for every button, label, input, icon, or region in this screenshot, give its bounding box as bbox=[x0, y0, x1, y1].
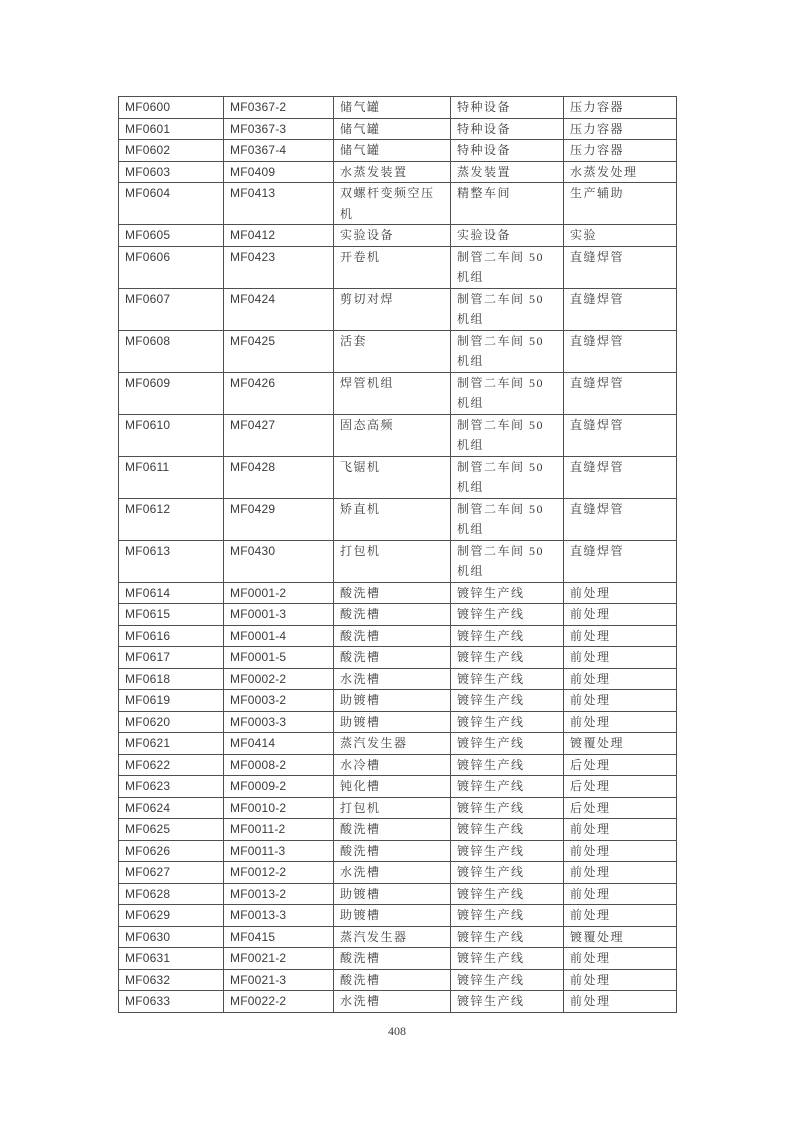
equipment-code-cell: MF0627 bbox=[119, 862, 224, 884]
category-cell: 生产辅助 bbox=[564, 183, 677, 225]
workshop-cell: 镀锌生产线 bbox=[451, 840, 564, 862]
equipment-code-cell: MF0606 bbox=[119, 246, 224, 288]
asset-code-cell: MF0412 bbox=[224, 225, 334, 247]
category-cell: 直缝焊管 bbox=[564, 246, 677, 288]
category-cell: 压力容器 bbox=[564, 97, 677, 119]
table-row bbox=[119, 498, 677, 540]
equipment-code-cell: MF0616 bbox=[119, 625, 224, 647]
asset-code-cell: MF0003-2 bbox=[224, 690, 334, 712]
equipment-name-cell: 助镀槽 bbox=[334, 711, 451, 733]
table-row bbox=[119, 372, 677, 414]
table-row bbox=[119, 926, 677, 948]
equipment-code-cell: MF0617 bbox=[119, 647, 224, 669]
workshop-cell: 镀锌生产线 bbox=[451, 604, 564, 626]
equipment-name-cell: 酸洗槽 bbox=[334, 969, 451, 991]
equipment-code-cell: MF0629 bbox=[119, 905, 224, 927]
equipment-code-cell: MF0631 bbox=[119, 948, 224, 970]
asset-code-cell: MF0428 bbox=[224, 456, 334, 498]
table-row bbox=[119, 414, 677, 456]
table-row bbox=[119, 161, 677, 183]
table-row bbox=[119, 690, 677, 712]
equipment-name-cell: 打包机 bbox=[334, 797, 451, 819]
asset-code-cell: MF0367-4 bbox=[224, 140, 334, 162]
equipment-name-cell: 酸洗槽 bbox=[334, 625, 451, 647]
equipment-code-cell: MF0633 bbox=[119, 991, 224, 1013]
category-cell: 前处理 bbox=[564, 647, 677, 669]
equipment-code-cell: MF0604 bbox=[119, 183, 224, 225]
workshop-cell: 镀锌生产线 bbox=[451, 797, 564, 819]
workshop-cell: 制管二车间 50 机组 bbox=[451, 540, 564, 582]
equipment-name-cell: 矫直机 bbox=[334, 498, 451, 540]
table-row bbox=[119, 140, 677, 162]
category-cell: 前处理 bbox=[564, 948, 677, 970]
category-cell: 前处理 bbox=[564, 905, 677, 927]
category-cell: 前处理 bbox=[564, 969, 677, 991]
equipment-code-cell: MF0608 bbox=[119, 330, 224, 372]
asset-code-cell: MF0409 bbox=[224, 161, 334, 183]
table-row bbox=[119, 118, 677, 140]
workshop-cell: 镀锌生产线 bbox=[451, 582, 564, 604]
table-row bbox=[119, 668, 677, 690]
workshop-cell: 镀锌生产线 bbox=[451, 668, 564, 690]
equipment-name-cell: 储气罐 bbox=[334, 118, 451, 140]
equipment-code-cell: MF0624 bbox=[119, 797, 224, 819]
equipment-name-cell: 开卷机 bbox=[334, 246, 451, 288]
workshop-cell: 镀锌生产线 bbox=[451, 647, 564, 669]
asset-code-cell: MF0413 bbox=[224, 183, 334, 225]
asset-code-cell: MF0367-3 bbox=[224, 118, 334, 140]
asset-code-cell: MF0013-3 bbox=[224, 905, 334, 927]
asset-code-cell: MF0415 bbox=[224, 926, 334, 948]
category-cell: 直缝焊管 bbox=[564, 456, 677, 498]
asset-code-cell: MF0427 bbox=[224, 414, 334, 456]
equipment-code-cell: MF0610 bbox=[119, 414, 224, 456]
equipment-name-cell: 助镀槽 bbox=[334, 690, 451, 712]
equipment-code-cell: MF0630 bbox=[119, 926, 224, 948]
equipment-code-cell: MF0609 bbox=[119, 372, 224, 414]
equipment-table bbox=[118, 96, 677, 1013]
table-row bbox=[119, 183, 677, 225]
workshop-cell: 制管二车间 50 机组 bbox=[451, 330, 564, 372]
workshop-cell: 制管二车间 50 机组 bbox=[451, 498, 564, 540]
asset-code-cell: MF0022-2 bbox=[224, 991, 334, 1013]
equipment-code-cell: MF0618 bbox=[119, 668, 224, 690]
workshop-cell: 镀锌生产线 bbox=[451, 754, 564, 776]
table-row bbox=[119, 862, 677, 884]
equipment-code-cell: MF0612 bbox=[119, 498, 224, 540]
equipment-code-cell: MF0603 bbox=[119, 161, 224, 183]
asset-code-cell: MF0425 bbox=[224, 330, 334, 372]
category-cell: 前处理 bbox=[564, 625, 677, 647]
equipment-name-cell: 实验设备 bbox=[334, 225, 451, 247]
category-cell: 前处理 bbox=[564, 690, 677, 712]
table-row bbox=[119, 456, 677, 498]
category-cell: 镀覆处理 bbox=[564, 926, 677, 948]
asset-code-cell: MF0011-2 bbox=[224, 819, 334, 841]
category-cell: 直缝焊管 bbox=[564, 288, 677, 330]
workshop-cell: 镀锌生产线 bbox=[451, 905, 564, 927]
page-number: 408 bbox=[388, 1024, 406, 1038]
equipment-name-cell: 助镀槽 bbox=[334, 883, 451, 905]
table-row bbox=[119, 711, 677, 733]
table-row bbox=[119, 330, 677, 372]
table-row bbox=[119, 883, 677, 905]
table-row bbox=[119, 948, 677, 970]
category-cell: 前处理 bbox=[564, 604, 677, 626]
category-cell: 镀覆处理 bbox=[564, 733, 677, 755]
asset-code-cell: MF0367-2 bbox=[224, 97, 334, 119]
workshop-cell: 精整车间 bbox=[451, 183, 564, 225]
table-row bbox=[119, 754, 677, 776]
category-cell: 后处理 bbox=[564, 776, 677, 798]
equipment-code-cell: MF0622 bbox=[119, 754, 224, 776]
equipment-name-cell: 酸洗槽 bbox=[334, 819, 451, 841]
category-cell: 直缝焊管 bbox=[564, 540, 677, 582]
category-cell: 压力容器 bbox=[564, 118, 677, 140]
equipment-code-cell: MF0626 bbox=[119, 840, 224, 862]
table-row bbox=[119, 776, 677, 798]
asset-code-cell: MF0013-2 bbox=[224, 883, 334, 905]
equipment-code-cell: MF0614 bbox=[119, 582, 224, 604]
workshop-cell: 制管二车间 50 机组 bbox=[451, 246, 564, 288]
category-cell: 前处理 bbox=[564, 840, 677, 862]
asset-code-cell: MF0001-5 bbox=[224, 647, 334, 669]
table-row bbox=[119, 246, 677, 288]
table-row bbox=[119, 582, 677, 604]
asset-code-cell: MF0021-3 bbox=[224, 969, 334, 991]
workshop-cell: 制管二车间 50 机组 bbox=[451, 372, 564, 414]
equipment-name-cell: 蒸汽发生器 bbox=[334, 926, 451, 948]
asset-code-cell: MF0010-2 bbox=[224, 797, 334, 819]
equipment-name-cell: 打包机 bbox=[334, 540, 451, 582]
equipment-name-cell: 活套 bbox=[334, 330, 451, 372]
asset-code-cell: MF0426 bbox=[224, 372, 334, 414]
workshop-cell: 镀锌生产线 bbox=[451, 711, 564, 733]
equipment-code-cell: MF0605 bbox=[119, 225, 224, 247]
table-row bbox=[119, 540, 677, 582]
asset-code-cell: MF0011-3 bbox=[224, 840, 334, 862]
equipment-name-cell: 储气罐 bbox=[334, 140, 451, 162]
equipment-code-cell: MF0600 bbox=[119, 97, 224, 119]
workshop-cell: 镀锌生产线 bbox=[451, 733, 564, 755]
equipment-name-cell: 水蒸发装置 bbox=[334, 161, 451, 183]
equipment-name-cell: 水冷槽 bbox=[334, 754, 451, 776]
category-cell: 后处理 bbox=[564, 797, 677, 819]
table-row bbox=[119, 733, 677, 755]
asset-code-cell: MF0424 bbox=[224, 288, 334, 330]
equipment-name-cell: 酸洗槽 bbox=[334, 647, 451, 669]
category-cell: 前处理 bbox=[564, 819, 677, 841]
equipment-code-cell: MF0621 bbox=[119, 733, 224, 755]
equipment-code-cell: MF0620 bbox=[119, 711, 224, 733]
workshop-cell: 制管二车间 50 机组 bbox=[451, 288, 564, 330]
workshop-cell: 镀锌生产线 bbox=[451, 969, 564, 991]
equipment-code-cell: MF0611 bbox=[119, 456, 224, 498]
table-row bbox=[119, 905, 677, 927]
equipment-code-cell: MF0601 bbox=[119, 118, 224, 140]
workshop-cell: 实验设备 bbox=[451, 225, 564, 247]
category-cell: 前处理 bbox=[564, 991, 677, 1013]
equipment-code-cell: MF0615 bbox=[119, 604, 224, 626]
asset-code-cell: MF0008-2 bbox=[224, 754, 334, 776]
category-cell: 前处理 bbox=[564, 582, 677, 604]
asset-code-cell: MF0430 bbox=[224, 540, 334, 582]
equipment-name-cell: 酸洗槽 bbox=[334, 948, 451, 970]
category-cell: 直缝焊管 bbox=[564, 330, 677, 372]
asset-code-cell: MF0423 bbox=[224, 246, 334, 288]
equipment-name-cell: 助镀槽 bbox=[334, 905, 451, 927]
category-cell: 实验 bbox=[564, 225, 677, 247]
workshop-cell: 蒸发装置 bbox=[451, 161, 564, 183]
asset-code-cell: MF0003-3 bbox=[224, 711, 334, 733]
workshop-cell: 特种设备 bbox=[451, 97, 564, 119]
asset-code-cell: MF0001-3 bbox=[224, 604, 334, 626]
workshop-cell: 制管二车间 50 机组 bbox=[451, 414, 564, 456]
asset-code-cell: MF0002-2 bbox=[224, 668, 334, 690]
table-row bbox=[119, 797, 677, 819]
equipment-name-cell: 水洗槽 bbox=[334, 991, 451, 1013]
equipment-name-cell: 双螺杆变频空压机 bbox=[334, 183, 451, 225]
equipment-code-cell: MF0628 bbox=[119, 883, 224, 905]
equipment-name-cell: 飞锯机 bbox=[334, 456, 451, 498]
category-cell: 直缝焊管 bbox=[564, 372, 677, 414]
table-row bbox=[119, 288, 677, 330]
asset-code-cell: MF0001-4 bbox=[224, 625, 334, 647]
category-cell: 直缝焊管 bbox=[564, 498, 677, 540]
equipment-name-cell: 储气罐 bbox=[334, 97, 451, 119]
workshop-cell: 镀锌生产线 bbox=[451, 776, 564, 798]
workshop-cell: 镀锌生产线 bbox=[451, 991, 564, 1013]
table-row bbox=[119, 225, 677, 247]
equipment-name-cell: 水洗槽 bbox=[334, 668, 451, 690]
workshop-cell: 镀锌生产线 bbox=[451, 948, 564, 970]
category-cell: 直缝焊管 bbox=[564, 414, 677, 456]
workshop-cell: 镀锌生产线 bbox=[451, 625, 564, 647]
asset-code-cell: MF0001-2 bbox=[224, 582, 334, 604]
equipment-code-cell: MF0613 bbox=[119, 540, 224, 582]
table-row bbox=[119, 647, 677, 669]
equipment-name-cell: 酸洗槽 bbox=[334, 604, 451, 626]
workshop-cell: 镀锌生产线 bbox=[451, 819, 564, 841]
table-row bbox=[119, 604, 677, 626]
equipment-name-cell: 酸洗槽 bbox=[334, 582, 451, 604]
equipment-name-cell: 固态高频 bbox=[334, 414, 451, 456]
equipment-code-cell: MF0602 bbox=[119, 140, 224, 162]
equipment-name-cell: 剪切对焊 bbox=[334, 288, 451, 330]
workshop-cell: 镀锌生产线 bbox=[451, 883, 564, 905]
table-row bbox=[119, 819, 677, 841]
asset-code-cell: MF0429 bbox=[224, 498, 334, 540]
workshop-cell: 镀锌生产线 bbox=[451, 926, 564, 948]
equipment-name-cell: 钝化槽 bbox=[334, 776, 451, 798]
workshop-cell: 镀锌生产线 bbox=[451, 862, 564, 884]
equipment-name-cell: 酸洗槽 bbox=[334, 840, 451, 862]
workshop-cell: 特种设备 bbox=[451, 140, 564, 162]
equipment-code-cell: MF0607 bbox=[119, 288, 224, 330]
category-cell: 前处理 bbox=[564, 711, 677, 733]
equipment-code-cell: MF0623 bbox=[119, 776, 224, 798]
category-cell: 前处理 bbox=[564, 883, 677, 905]
equipment-name-cell: 蒸汽发生器 bbox=[334, 733, 451, 755]
category-cell: 前处理 bbox=[564, 862, 677, 884]
equipment-code-cell: MF0619 bbox=[119, 690, 224, 712]
equipment-name-cell: 焊管机组 bbox=[334, 372, 451, 414]
table-row bbox=[119, 991, 677, 1013]
table-row bbox=[119, 97, 677, 119]
equipment-name-cell: 水洗槽 bbox=[334, 862, 451, 884]
category-cell: 压力容器 bbox=[564, 140, 677, 162]
asset-code-cell: MF0009-2 bbox=[224, 776, 334, 798]
workshop-cell: 制管二车间 50 机组 bbox=[451, 456, 564, 498]
category-cell: 前处理 bbox=[564, 668, 677, 690]
asset-code-cell: MF0012-2 bbox=[224, 862, 334, 884]
workshop-cell: 特种设备 bbox=[451, 118, 564, 140]
equipment-code-cell: MF0632 bbox=[119, 969, 224, 991]
equipment-code-cell: MF0625 bbox=[119, 819, 224, 841]
asset-code-cell: MF0021-2 bbox=[224, 948, 334, 970]
table-row bbox=[119, 625, 677, 647]
asset-code-cell: MF0414 bbox=[224, 733, 334, 755]
table-row bbox=[119, 969, 677, 991]
category-cell: 水蒸发处理 bbox=[564, 161, 677, 183]
table-row bbox=[119, 840, 677, 862]
workshop-cell: 镀锌生产线 bbox=[451, 690, 564, 712]
category-cell: 后处理 bbox=[564, 754, 677, 776]
